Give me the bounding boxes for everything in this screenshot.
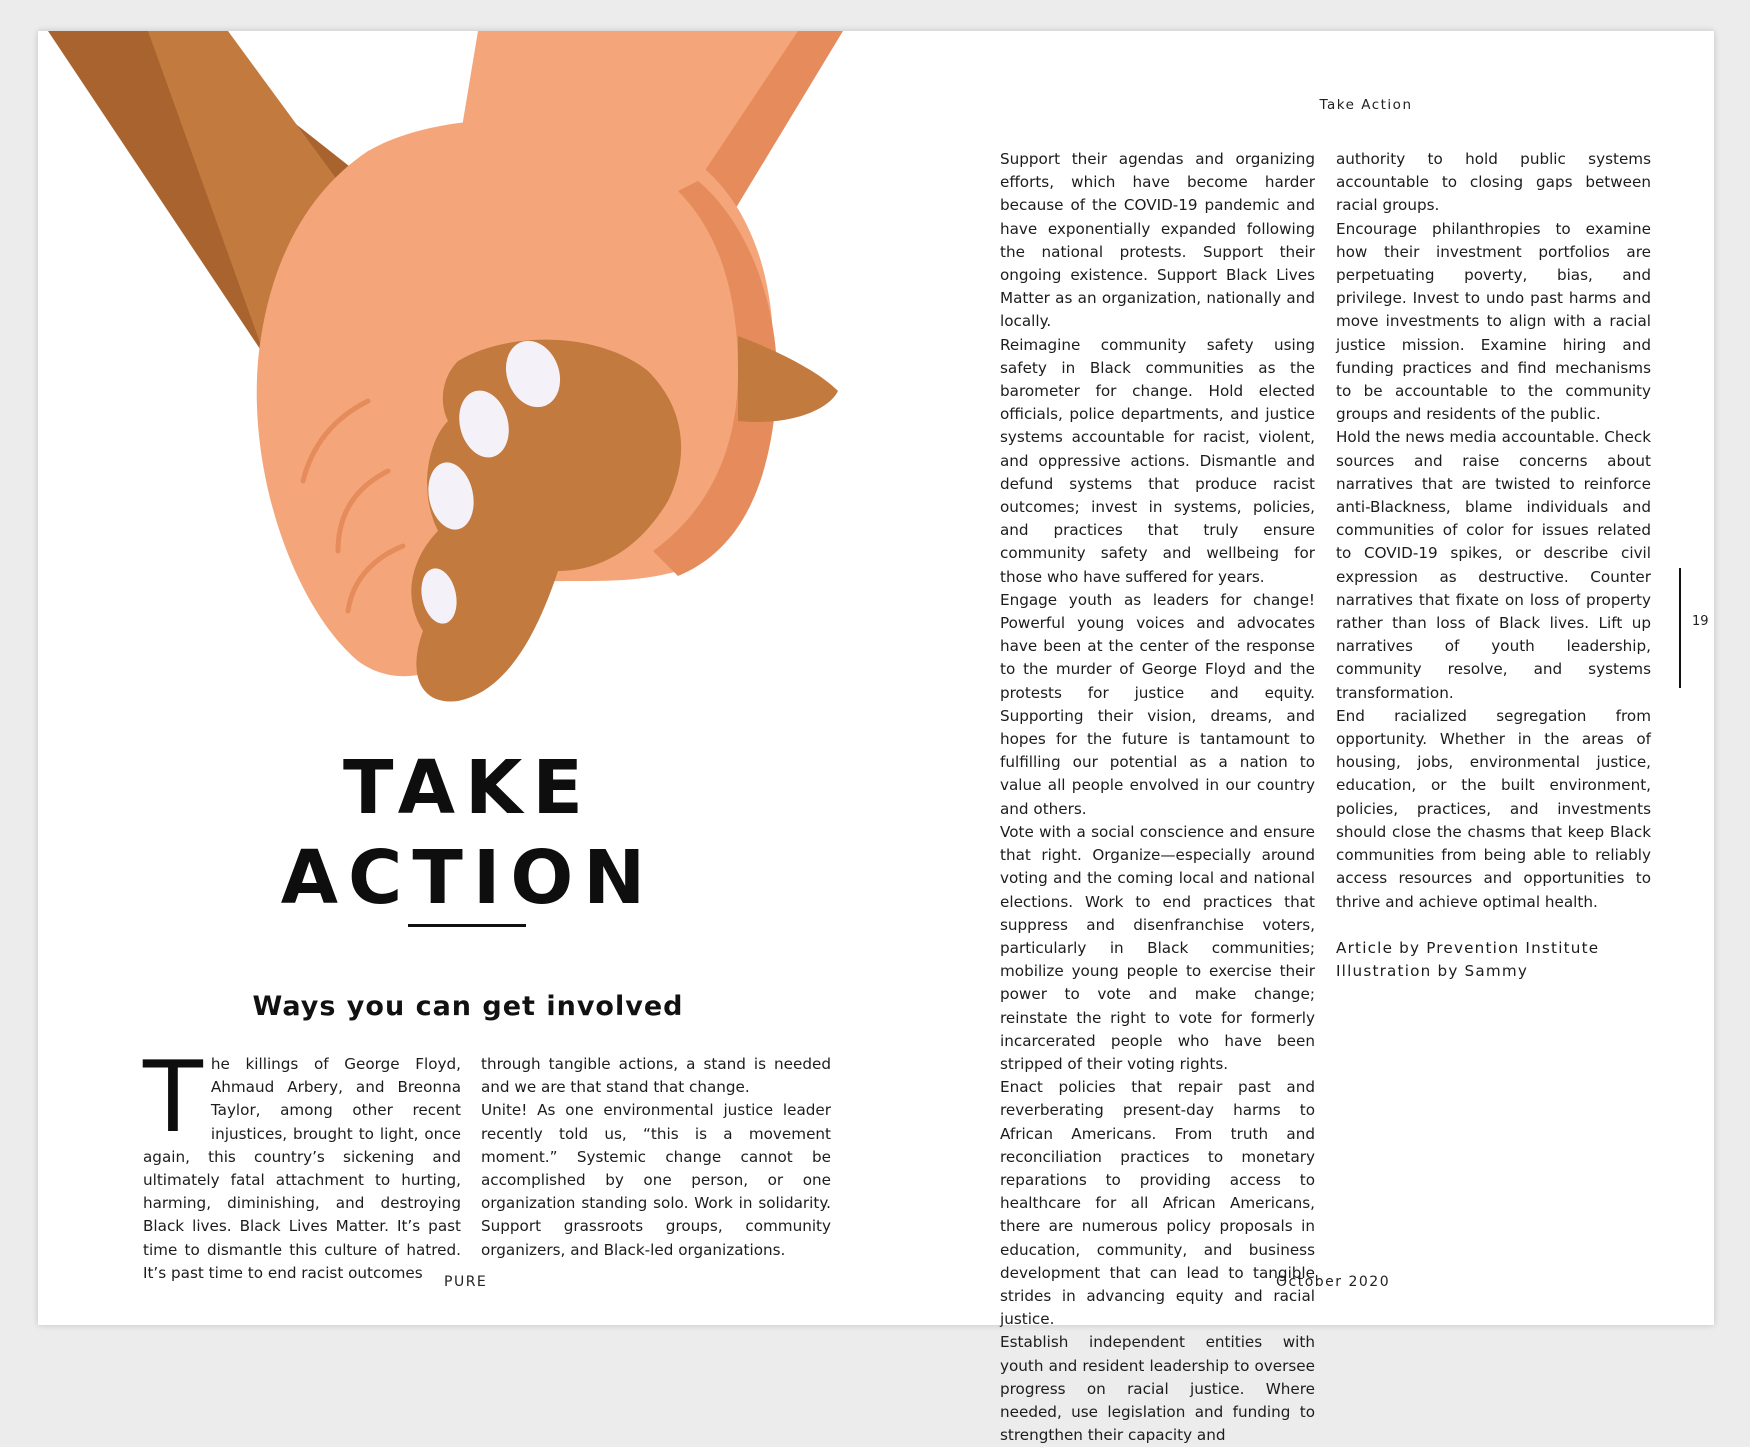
footer-date: October 2020 — [1276, 1274, 1391, 1290]
paragraph: End racialized segregation from opportunity. Whether in the areas of housing, jobs, environmental justice, education, or the built environment, policies, practices, and investments should close the chasms that keep Black communities from being able to reliably access resources and opportunities to thrive and achieve optimal health. — [1336, 706, 1651, 911]
running-head: Take Action — [1319, 97, 1413, 113]
credits — [1336, 937, 1651, 983]
subtitle: Ways you can get involved — [252, 991, 684, 1022]
paragraph: Support their agendas and organizing efforts, which have become harder because of the COVID-19 pandemic and have exponentially expanded following the national protests. Support their ongoing existence. Support Black Lives Matter as an organization, nationally and locally. — [1000, 150, 1315, 331]
page-number: 19 — [1692, 614, 1709, 629]
holding-hands-illustration — [38, 31, 876, 751]
title-line-1: TAKE — [343, 745, 593, 831]
magazine-spread — [38, 31, 1714, 1445]
paragraph: Establish independent entities with youth and resident leadership to oversee progress on racial justice. Where needed, use legislation and funding to strengthen their capacity and — [1000, 1333, 1315, 1445]
paragraph: Hold the news media accountable. Check sources and raise concerns about narratives that are twisted to reinforce anti-Blackness, blame individuals and communities of color for issues related to COVID-19 spikes, or describe civil expression as destructive. Counter narratives that fixate on loss of property rather than loss of Black lives. Lift up narratives of youth leadership, community resolve, and systems transformation. — [1336, 428, 1651, 702]
credit-article: Article by Prevention Institute — [1336, 938, 1600, 957]
right-column-1 — [1000, 148, 1315, 1447]
right-page — [876, 31, 1714, 1445]
light-thumb — [738, 336, 838, 422]
left-column-2 — [481, 1053, 831, 1262]
page-number-rule — [1679, 568, 1681, 688]
right-column-2 — [1336, 148, 1651, 983]
paragraph: Vote with a social conscience and ensure that right. Organize—especially around voting and the coming local and national elections. Work to end practices that suppress and disenfranchise voters, particularly in Black communities; mobilize young people to exercise their power to vote and make change; reinstate the right to vote for formerly incarcerated people who have been stripped of their voting rights. — [1000, 822, 1315, 1073]
paragraph: Unite! As one environmental justice leader recently told us, “this is a movement moment.” Systemic change cannot be accomplished by one person, or one organization standing solo. Work in solidarity. Support grassroots groups, community organizers, and Black-led organizations. — [481, 1101, 831, 1259]
paragraph: authority to hold public systems accountable to closing gaps between racial groups. — [1336, 150, 1651, 215]
title-line-2: ACTION — [280, 835, 656, 921]
left-page — [38, 31, 876, 1325]
intro-paragraph — [143, 1041, 461, 1285]
drop-cap: T — [143, 1041, 203, 1155]
paragraph: Encourage philanthropies to examine how their investment portfolios are perpetuating poverty, bias, and privilege. Invest to undo past harms and move investments to align with a racial justice mission. Examine hiring and funding practices and find mechanisms to be accountable to the community groups and residents of the public. — [1336, 219, 1651, 424]
footer-magazine-name: PURE — [444, 1274, 488, 1290]
credit-illustration: Illustration by Sammy — [1336, 961, 1529, 980]
paragraph: Engage youth as leaders for change! Powerful young voices and advocates have been at the center of the response to the murder of George Floyd and the protests for justice and equity. Supporting their vision, dreams, and hopes for the future is tantamount to fulfilling our potential as a nation to value all people envolved in our country and others. — [1000, 590, 1315, 818]
intro-text: he killings of George Floyd, Ahmaud Arbery, and Breonna Taylor, among other recent injustices, brought to light, once again, this country’s sickening and ultimately fatal attachment to hurting, harming, diminishing, and destroying Black lives. Black Lives Matter. It’s past time to dismantle this culture of hatred. It’s past time to end racist outcomes — [143, 1055, 461, 1282]
left-column-1 — [143, 1041, 461, 1285]
title-underline — [408, 924, 526, 927]
paragraph: Enact policies that repair past and reverberating present-day harms to African Americans. From truth and reconciliation practices to monetary reparations to providing access to healthcare for all African Americans, there are numerous policy proposals in education, community, and business development that can lead to tangible strides in advancing equity and racial justice. — [1000, 1078, 1315, 1329]
paragraph: through tangible actions, a stand is needed and we are that stand that change. — [481, 1055, 831, 1097]
paragraph: Reimagine community safety using safety in Black communities as the barometer for change. Hold elected officials, police departments, and justice systems accountable for racist, violent, and oppressive actions. Dismantle and defund systems that produce racist outcomes; invest in systems, policies, and practices that truly ensure community safety and wellbeing for those who have suffered for years. — [1000, 335, 1315, 586]
